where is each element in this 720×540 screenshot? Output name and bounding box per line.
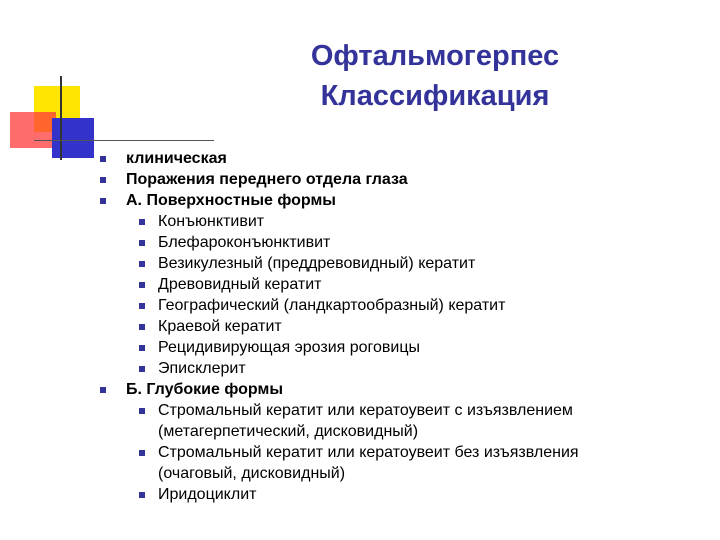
sub-list-item xyxy=(96,295,706,316)
list-item-text: Иридоциклит xyxy=(158,486,257,503)
list-item-text: Краевой кератит xyxy=(158,318,282,335)
sub-list-item xyxy=(96,274,706,295)
list-item-text: Стромальный кератит или кератоувеит с изъязвлением xyxy=(158,402,573,419)
sub-list-item xyxy=(96,211,706,232)
list-item xyxy=(96,379,706,400)
list-item-text: клиническая xyxy=(126,150,227,167)
list-item-text: А. Поверхностные формы xyxy=(126,192,336,209)
square-bullet-icon xyxy=(139,366,145,372)
square-bullet-icon xyxy=(139,324,145,330)
square-bullet-icon xyxy=(139,261,145,267)
slide-title xyxy=(200,36,670,116)
list-item-text: Б. Глубокие формы xyxy=(126,381,283,398)
square-bullet-icon xyxy=(139,450,145,456)
sub-list-item xyxy=(96,442,706,484)
sub-list-item xyxy=(96,337,706,358)
sub-list-item xyxy=(96,400,706,442)
list-item-text: Древовидный кератит xyxy=(158,276,322,293)
list-item xyxy=(96,169,706,190)
sub-list-item xyxy=(96,253,706,274)
decor-red-square xyxy=(10,112,56,148)
decor-blue-square xyxy=(52,118,94,158)
square-bullet-icon xyxy=(139,492,145,498)
title-line-1: Офтальмогерпес xyxy=(310,40,560,72)
list-item-text: Везикулезный (преддревовидный) кератит xyxy=(158,255,476,272)
list-item-text-continued: (метагерпетический, дисковидный) xyxy=(158,423,419,440)
list-item xyxy=(96,190,706,211)
list-item-text: Стромальный кератит или кератоувеит без изъязвления xyxy=(158,444,579,461)
sub-list-item xyxy=(96,484,706,505)
square-bullet-icon xyxy=(139,345,145,351)
list-item-text: Блефароконъюнктивит xyxy=(158,234,331,251)
list-item-text: Рецидивирующая эрозия роговицы xyxy=(158,339,421,356)
square-bullet-icon xyxy=(139,303,145,309)
decor-horizontal-line xyxy=(34,140,214,141)
sub-list-item xyxy=(96,316,706,337)
square-bullet-icon xyxy=(100,198,106,204)
list-item-text: Конъюнктивит xyxy=(158,213,265,230)
square-bullet-icon xyxy=(139,219,145,225)
square-bullet-icon xyxy=(139,282,145,288)
list-item xyxy=(96,148,706,169)
list-item-text: Поражения переднего отдела глаза xyxy=(126,171,408,188)
square-bullet-icon xyxy=(139,240,145,246)
sub-list-item xyxy=(96,358,706,379)
square-bullet-icon xyxy=(100,387,106,393)
list-item-text: Эписклерит xyxy=(158,360,246,377)
list-item-text: Географический (ландкартообразный) кератит xyxy=(158,297,506,314)
decor-vertical-line xyxy=(60,76,62,160)
sub-list-item xyxy=(96,232,706,253)
square-bullet-icon xyxy=(100,156,106,162)
list-item-text-continued: (очаговый, дисковидный) xyxy=(158,465,346,482)
classification-list xyxy=(96,148,706,505)
square-bullet-icon xyxy=(139,408,145,414)
title-line-2: Классификация xyxy=(320,80,550,112)
square-bullet-icon xyxy=(100,177,106,183)
